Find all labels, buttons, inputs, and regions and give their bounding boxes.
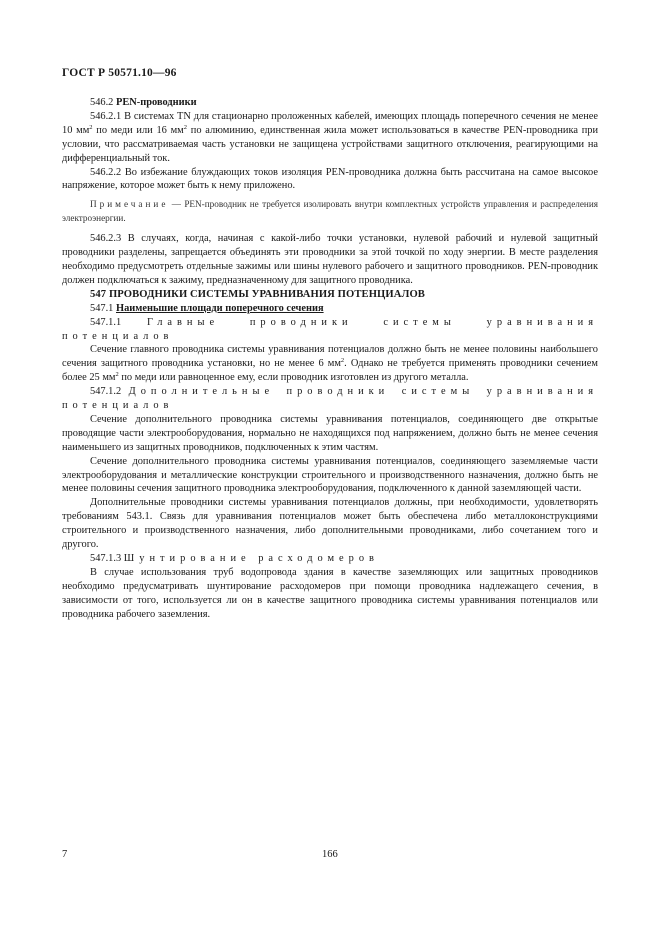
clause-546-2-2	[62, 166, 598, 194]
clause-546-2-3	[62, 232, 598, 288]
page-number: 166	[322, 849, 338, 860]
section-546-2-heading	[62, 96, 598, 110]
clause-number: 547.1.3	[90, 553, 122, 564]
clause-title: Шунтирование расходомеров	[123, 553, 379, 564]
clause-547-1-1-heading	[62, 316, 598, 344]
clause-547-1-2-p2: Сечение дополнительного проводника системы уравнивания потенциалов, соединяющего заземляемые части электрооборудования и металлические конструкции строительного и производственного назначения, должно быть не менее половины сечения защитного проводника электрооборудования, подключенного к данной заземляющей части.	[62, 455, 598, 495]
clause-547-1-3-text: В случае использования труб водопровода здания в качестве заземляющих или защитных проводников необходимо предусматривать шунтирование расходомеров при помощи проводника надлежащего сечения, в зависимости от того, используется ли он в качестве защитного проводника системы уравнивания потенциалов или проводника рабочего заземления.	[62, 566, 598, 620]
note	[62, 198, 598, 226]
clause-title: Главные проводники системы уравнивания потенциалов	[62, 316, 598, 342]
superscript: 2	[183, 123, 188, 131]
section-547-title: 547 ПРОВОДНИКИ СИСТЕМЫ УРАВНИВАНИЯ ПОТЕНЦИАЛОВ	[90, 288, 425, 300]
clause-text: Сечение главного проводника системы уравнивания потенциалов должно быть не менее половины наибольшего сечения защитного проводника установки, но не менее 6 мм	[62, 344, 598, 370]
note-text: — PEN-проводник не требуется изолировать внутри комплектных устройств управления и распределения электроэнергии.	[62, 199, 598, 224]
document-body	[62, 96, 598, 622]
clause-547-1-2-heading	[62, 385, 598, 413]
clause-text: В системах TN для стационарно проложенных кабелей, имеющих площадь поперечного сечения не менее 10 мм	[62, 110, 598, 136]
section-number: 546.2	[90, 97, 114, 108]
superscript: 2	[340, 357, 345, 365]
clause-text: по меди или равноценное ему, если проводник изготовлен из другого металла.	[118, 372, 469, 384]
clause-547-1-2-p3: Дополнительные проводники системы уравнивания потенциалов должны, при необходимости, удовлетворять требованиям 543.1. Связь для уравнивания потенциалов может быть обеспечена либо металлоконструкциями строительного и производственного назначения, либо дополнительными проводниками, либо сочетанием того и другого.	[62, 497, 598, 551]
clause-number: 546.2.3	[90, 233, 122, 245]
clause-number: 547.1.1	[90, 316, 122, 328]
clause-text: по меди или 16 мм	[92, 124, 184, 136]
clause-text: по алюминию, единственная жила может использоваться в качестве PEN-проводника при условии, что рассматриваемая часть установки не защищена устройствами защитного отключения, реагирующими на дифференциальный ток.	[62, 124, 599, 164]
section-number: 547.1	[90, 302, 114, 314]
document-header: ГОСТ Р 50571.10—96	[62, 67, 177, 79]
footer-sheet-number: 7	[62, 849, 68, 860]
section-title: Наименьшие площади поперечного сечения	[116, 302, 324, 314]
clause-number: 546.2.1	[90, 110, 122, 122]
clause-546-2-1	[62, 110, 598, 166]
section-title: PEN-проводники	[116, 97, 197, 108]
clause-title: Дополнительные проводники системы уравнивания потенциалов	[62, 386, 598, 412]
section-547-1-heading	[62, 302, 598, 316]
clause-547-1-2-p1: Сечение дополнительного проводника системы уравнивания потенциалов, соединяющего две открытые проводящие части электрооборудования, нормально не находящихся под напряжением, должно быть не менее сечения наименьшего из защитных проводников, подключенных к этим частям.	[62, 413, 598, 453]
clause-text: В случаях, когда, начиная с какой-либо точки установки, нулевой рабочий и нулевой защитный проводники разделены, запрещается объединять эти проводники за этой точкой по ходу энергии. В месте разделения необходимо предусмотреть отдельные зажимы или шины нулевого рабочего и защитного проводников. PEN-проводник должен подключаться к зажиму, предназначенному для защитного проводника.	[62, 233, 598, 286]
clause-text: Во избежание блуждающих токов изоляция PEN-проводника должна быть рассчитана на самое высокое напряжение, которое может быть к нему приложено.	[62, 166, 598, 192]
clause-number: 546.2.2	[90, 166, 122, 178]
clause-number: 547.1.2	[90, 386, 122, 398]
clause-547-1-3-heading	[62, 552, 598, 566]
note-label: Примечание	[90, 199, 169, 210]
clause-text: . Однако не требуется применять проводники сечением более 25 мм	[62, 358, 598, 384]
clause-547-1-1-text	[62, 343, 598, 385]
superscript: 2	[89, 123, 93, 131]
superscript: 2	[115, 371, 119, 379]
